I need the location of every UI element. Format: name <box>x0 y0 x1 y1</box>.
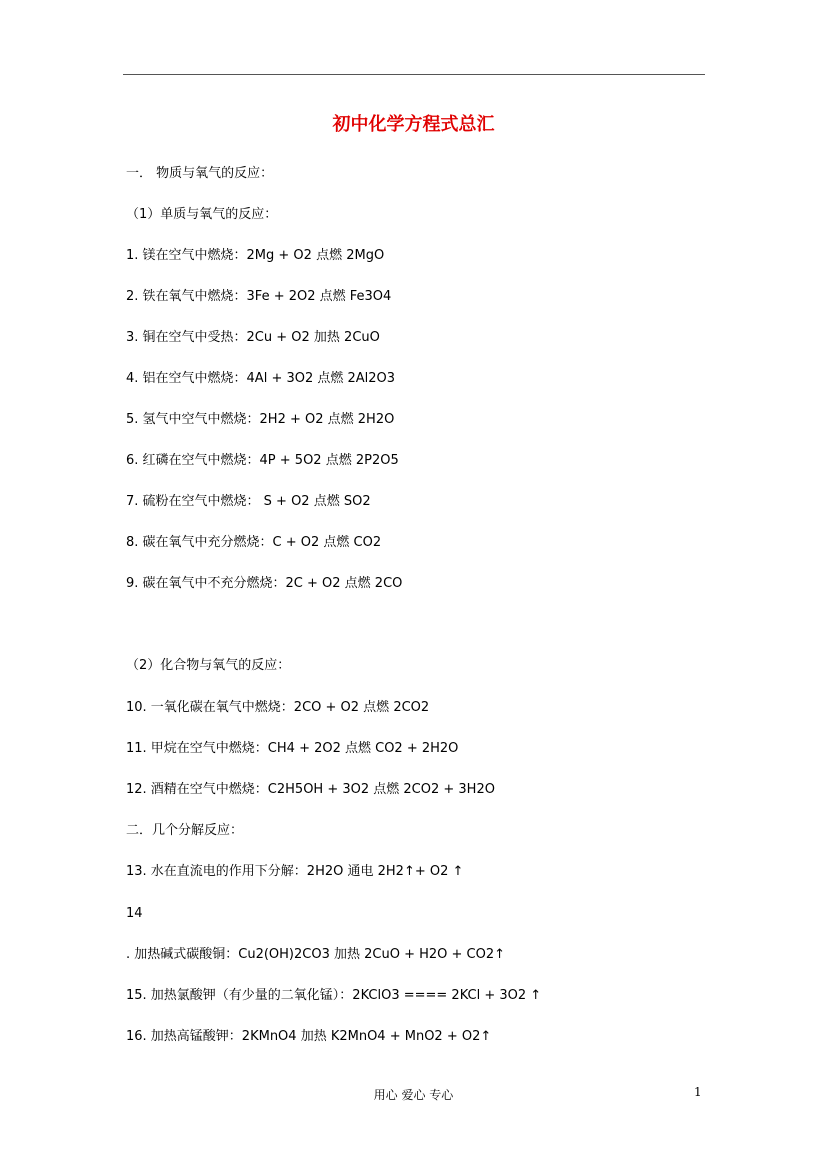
subsection-heading: （2）化合物与氧气的反应： <box>126 658 291 673</box>
document-title: 初中化学方程式总汇 <box>332 114 495 135</box>
equation-line: 10. 一氧化碳在氧气中燃烧：2CO + O2 点燃 2CO2 <box>126 700 430 715</box>
equation-line: 16. 加热高锰酸钾：2KMnO4 加热 K2MnO4 + MnO2 + O2↑ <box>126 1029 492 1044</box>
equation-line: 3. 铜在空气中受热：2Cu + O2 加热 2CuO <box>126 330 380 345</box>
equation-line: . 加热碱式碳酸铜：Cu2(OH)2CO3 加热 2CuO + H2O + CO2↑ <box>126 947 506 962</box>
section-heading: 一． 物质与氧气的反应： <box>126 166 274 181</box>
equation-line: 9. 碳在氧气中不充分燃烧：2C + O2 点燃 2CO <box>126 576 403 591</box>
equation-line: 6. 红磷在空气中燃烧：4P + 5O2 点燃 2P2O5 <box>126 453 399 468</box>
equation-line: 5. 氢气中空气中燃烧：2H2 + O2 点燃 2H2O <box>126 412 395 427</box>
equation-line: 4. 铝在空气中燃烧：4Al + 3O2 点燃 2Al2O3 <box>126 371 396 386</box>
equation-line: 2. 铁在氧气中燃烧：3Fe + 2O2 点燃 Fe3O4 <box>126 289 392 304</box>
equation-line: 13. 水在直流电的作用下分解：2H2O 通电 2H2↑+ O2 ↑ <box>126 864 464 879</box>
equation-line: 15. 加热氯酸钾（有少量的二氧化锰）：2KClO3 ==== 2KCl + 3O2 ↑ <box>126 988 542 1003</box>
header-rule <box>123 74 705 75</box>
footer-motto: 用心 爱心 专心 <box>373 1088 454 1102</box>
subsection-heading: （1）单质与氧气的反应： <box>126 207 278 222</box>
equation-line: 1. 镁在空气中燃烧：2Mg + O2 点燃 2MgO <box>126 248 385 263</box>
page-number: 1 <box>694 1085 702 1099</box>
equation-line: 11. 甲烷在空气中燃烧：CH4 + 2O2 点燃 CO2 + 2H2O <box>126 741 459 756</box>
equation-line: 7. 硫粉在空气中燃烧： S + O2 点燃 SO2 <box>126 494 371 509</box>
section-heading: 二．几个分解反应： <box>126 823 244 838</box>
equation-line: 12. 酒精在空气中燃烧：C2H5OH + 3O2 点燃 2CO2 + 3H2O <box>126 782 495 797</box>
equation-number: 14 <box>126 906 143 921</box>
equation-line: 8. 碳在氧气中充分燃烧：C + O2 点燃 CO2 <box>126 535 382 550</box>
